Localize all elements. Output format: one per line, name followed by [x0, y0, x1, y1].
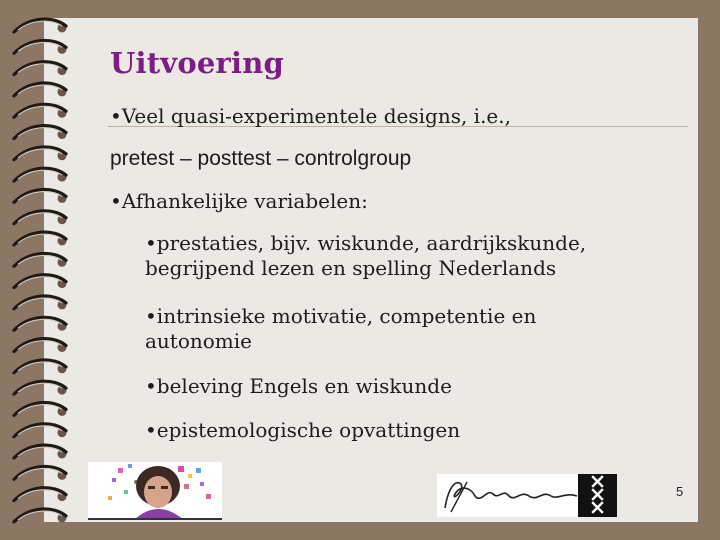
page-number: 5 — [676, 484, 684, 499]
subbullet-motivatie: •intrinsieke motivatie, competentie en autonomie — [145, 304, 537, 353]
signature-logo — [437, 474, 580, 517]
face-mosaic-logo — [88, 462, 222, 520]
bullet-variabelen: •Afhankelijke variabelen: — [110, 189, 368, 213]
line-pretest: pretest – posttest – controlgroup — [110, 147, 412, 170]
bullet-designs: •Veel quasi-experimentele designs, i.e., — [110, 104, 511, 128]
slide-title: Uitvoering — [110, 46, 285, 80]
uva-xxx-logo — [578, 474, 617, 517]
subbullet-opvattingen: •epistemologische opvattingen — [145, 418, 461, 442]
spiral-binding — [0, 0, 80, 540]
subbullet-beleving: •beleving Engels en wiskunde — [145, 374, 452, 398]
subbullet-prestaties: •prestaties, bijv. wiskunde, aardrijkskunde, begrijpend lezen en spelling Nederlands — [145, 231, 587, 280]
